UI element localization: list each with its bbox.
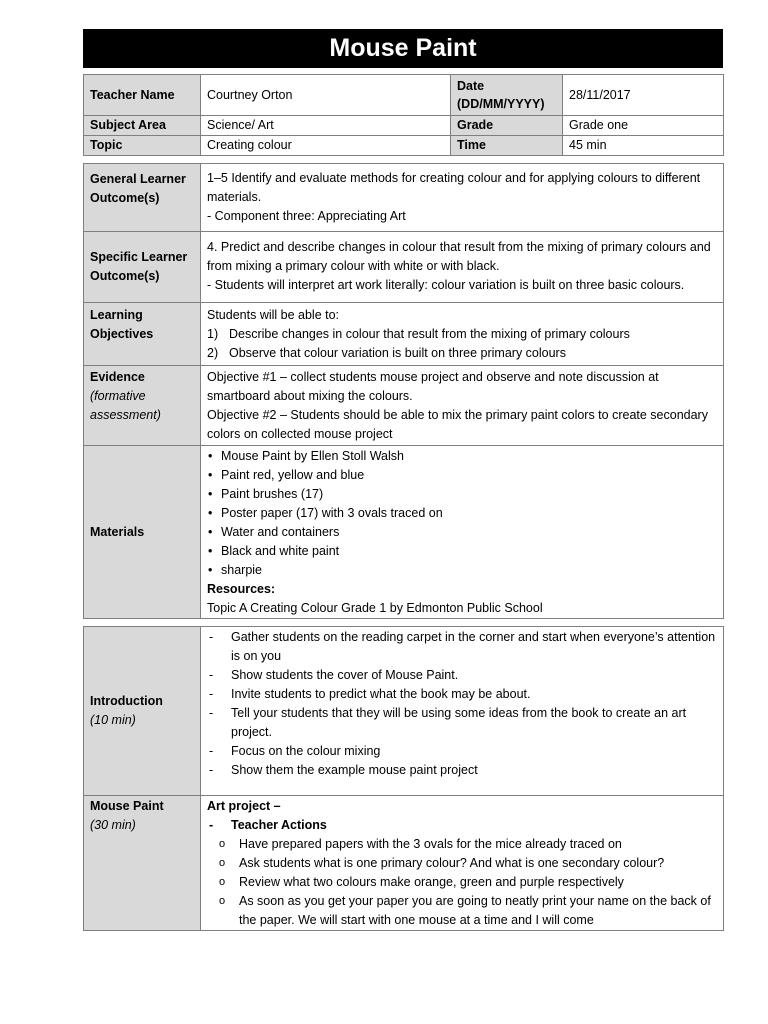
teacher-actions-list [207, 816, 717, 835]
objectives-list [207, 325, 717, 363]
specific-outcome-line: 4. Predict and describe changes in colour that result from the mixing of primary colours and from mixing a primary colour with white or with black. [207, 240, 711, 273]
list-item: 2) Observe that colour variation is built on three primary colours [207, 346, 566, 360]
resources-value: Topic A Creating Colour Grade 1 by Edmonton Public School [207, 601, 543, 615]
list-item: • Water and containers [207, 523, 717, 542]
list-item: • Poster paper (17) with 3 ovals traced on [207, 504, 717, 523]
list-item: • Paint red, yellow and blue [207, 466, 717, 485]
introduction-label-cell [84, 627, 201, 796]
list-item: o Have prepared papers with the 3 ovals for the mice already traced on [207, 835, 717, 854]
materials-list [207, 447, 717, 580]
learning-objectives-label: Learning Objectives [84, 303, 201, 366]
list-item: - Show students the cover of Mouse Paint. [207, 666, 717, 685]
evidence-sublabel: (formative assessment) [90, 389, 161, 422]
topic-label: Topic [84, 136, 201, 156]
evidence-label: Evidence [90, 370, 145, 384]
materials-cell [201, 446, 724, 619]
list-item: - Tell your students that they will be using some ideas from the book to create an art project. [207, 704, 717, 742]
grade-label: Grade [451, 116, 563, 136]
general-outcome-line: - Component three: Appreciating Art [207, 209, 406, 223]
topic-value: Creating colour [201, 136, 451, 156]
evidence-label-cell [84, 366, 201, 446]
introduction-time: (10 min) [90, 713, 136, 727]
list-item: • Paint brushes (17) [207, 485, 717, 504]
specific-outcome-label: Specific Learner Outcome(s) [84, 232, 201, 303]
header-table [83, 74, 724, 156]
mouse-paint-label-cell [84, 796, 201, 931]
subject-area-label: Subject Area [84, 116, 201, 136]
specific-outcome-line: - Students will interpret art work literally: colour variation is built on three basic colours. [207, 278, 685, 292]
specific-outcome-cell [201, 232, 724, 303]
grade-value: Grade one [563, 116, 724, 136]
general-outcome-cell [201, 164, 724, 232]
list-item: - Gather students on the reading carpet in the corner and start when everyone’s attention is on you [207, 628, 717, 666]
evidence-line: Objective #1 – collect students mouse project and observe and note discussion at smartboard about mixing the colours. [207, 370, 659, 403]
list-item: o Review what two colours make orange, green and purple respectively [207, 873, 717, 892]
teacher-actions-items [207, 835, 717, 930]
learning-objectives-cell [201, 303, 724, 366]
resources-label: Resources: [207, 582, 276, 596]
date-value: 28/11/2017 [563, 75, 724, 116]
objectives-intro: Students will be able to: [207, 308, 340, 322]
introduction-label: Introduction [90, 694, 163, 708]
teacher-actions-heading: - Teacher Actions [207, 816, 717, 835]
teacher-name-label: Teacher Name [84, 75, 201, 116]
list-item: o Ask students what is one primary colour? And what is one secondary colour? [207, 854, 717, 873]
list-item: • Mouse Paint by Ellen Stoll Walsh [207, 447, 717, 466]
evidence-line: Objective #2 – Students should be able to mix the primary paint colors to create secondary colors on collected mouse project [207, 408, 708, 441]
time-value: 45 min [563, 136, 724, 156]
list-item: • sharpie [207, 561, 717, 580]
list-item: - Invite students to predict what the book may be about. [207, 685, 717, 704]
general-outcome-line: 1–5 Identify and evaluate methods for creating colour and for applying colours to different materials. [207, 171, 701, 204]
teacher-name-value: Courtney Orton [201, 75, 451, 116]
evidence-cell [201, 366, 724, 446]
list-item: o As soon as you get your paper you are going to neatly print your name on the back of the paper. We will start with one mouse at a time and I will come [207, 892, 717, 930]
list-item: • Black and white paint [207, 542, 717, 561]
subject-area-value: Science/ Art [201, 116, 451, 136]
lesson-plan-page [83, 29, 723, 931]
mouse-paint-cell [201, 796, 724, 931]
introduction-list [207, 628, 717, 780]
time-label: Time [451, 136, 563, 156]
introduction-cell [201, 627, 724, 796]
date-label: Date (DD/MM/YYYY) [451, 75, 563, 116]
mouse-paint-time: (30 min) [90, 818, 136, 832]
materials-label: Materials [84, 446, 201, 619]
general-outcome-label: General Learner Outcome(s) [84, 164, 201, 232]
list-item: - Focus on the colour mixing [207, 742, 717, 761]
mouse-paint-label: Mouse Paint [90, 799, 164, 813]
list-item: - Show them the example mouse paint project [207, 761, 717, 780]
outcomes-table [83, 163, 724, 619]
lesson-table [83, 626, 724, 931]
document-title: Mouse Paint [83, 29, 723, 68]
art-project-heading: Art project – [207, 799, 281, 813]
list-item: 1) Describe changes in colour that result from the mixing of primary colours [207, 327, 630, 341]
